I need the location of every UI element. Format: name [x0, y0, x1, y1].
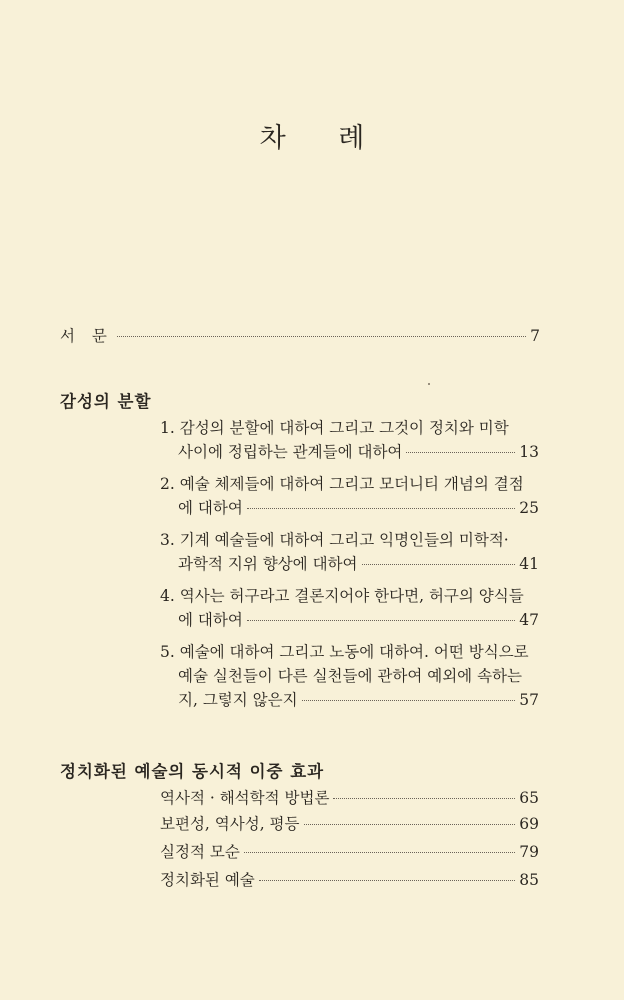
leader-dots [406, 451, 515, 453]
toc-entry-label: 사이에 정립하는 관계들에 대하여 [178, 443, 403, 461]
toc-entry-label: 보편성, 역사성, 평등 [160, 815, 300, 833]
toc-entry-4[interactable] [178, 610, 539, 630]
toc-entry-5[interactable] [178, 690, 539, 710]
toc-entry-label: 정치화된 예술 [160, 871, 255, 889]
toc-entry-6[interactable] [160, 788, 539, 808]
toc-entry-label: 에 대하여 [178, 499, 243, 517]
toc-entry-label: 서 문 [60, 327, 113, 345]
page-title: 차 례 [259, 123, 387, 154]
toc-entry-line[interactable]: 예술 실천들이 다른 실천들에 관하여 예외에 속하는 [178, 667, 522, 685]
leader-dots [117, 335, 526, 337]
toc-page-number: 65 [519, 789, 539, 807]
toc-entry-3[interactable] [178, 554, 539, 574]
toc-page-number: 13 [519, 443, 539, 461]
paper-speck [428, 383, 430, 385]
toc-entry-8[interactable] [160, 842, 539, 862]
toc-entry-9[interactable] [160, 870, 539, 890]
toc-page-number: 69 [519, 815, 539, 833]
toc-page-number: 41 [519, 555, 539, 573]
leader-dots [333, 797, 515, 799]
toc-entry-label: 역사적 · 해석학적 방법론 [160, 789, 330, 807]
toc-page-number: 47 [519, 611, 539, 629]
toc-page-number: 7 [530, 327, 540, 345]
toc-entry-1[interactable] [178, 442, 539, 462]
toc-entry-preface[interactable] [60, 326, 540, 346]
toc-page-number: 25 [519, 499, 539, 517]
toc-page-number: 79 [519, 843, 539, 861]
leader-dots [244, 851, 515, 853]
toc-entry-label: 실정적 모순 [160, 843, 240, 861]
toc-entry-label: 지, 그렇지 않은지 [178, 691, 298, 709]
leader-dots [247, 507, 515, 509]
toc-page-number: 85 [519, 871, 539, 889]
toc-page-number: 57 [519, 691, 539, 709]
section-heading-1: 감성의 분할 [60, 392, 152, 411]
toc-entry-line[interactable]: 3. 기계 예술들에 대하여 그리고 익명인들의 미학적· [160, 531, 509, 549]
toc-entry-2[interactable] [178, 498, 539, 518]
toc-entry-7[interactable] [160, 814, 539, 834]
toc-entry-label: 에 대하여 [178, 611, 243, 629]
section-heading-2: 정치화된 예술의 동시적 이중 효과 [60, 762, 325, 781]
toc-entry-line[interactable]: 2. 예술 체제들에 대하여 그리고 모더니티 개념의 결점 [160, 475, 524, 493]
leader-dots [362, 563, 516, 565]
toc-entry-label: 과학적 지위 향상에 대하여 [178, 555, 358, 573]
toc-entry-line[interactable]: 1. 감성의 분할에 대하여 그리고 그것이 정치와 미학 [160, 419, 509, 437]
leader-dots [304, 823, 516, 825]
leader-dots [302, 699, 516, 701]
toc-entry-line[interactable]: 5. 예술에 대하여 그리고 노동에 대하여. 어떤 방식으로 [160, 643, 529, 661]
leader-dots [247, 619, 515, 621]
toc-entry-line[interactable]: 4. 역사는 허구라고 결론지어야 한다면, 허구의 양식들 [160, 587, 524, 605]
leader-dots [259, 879, 516, 881]
